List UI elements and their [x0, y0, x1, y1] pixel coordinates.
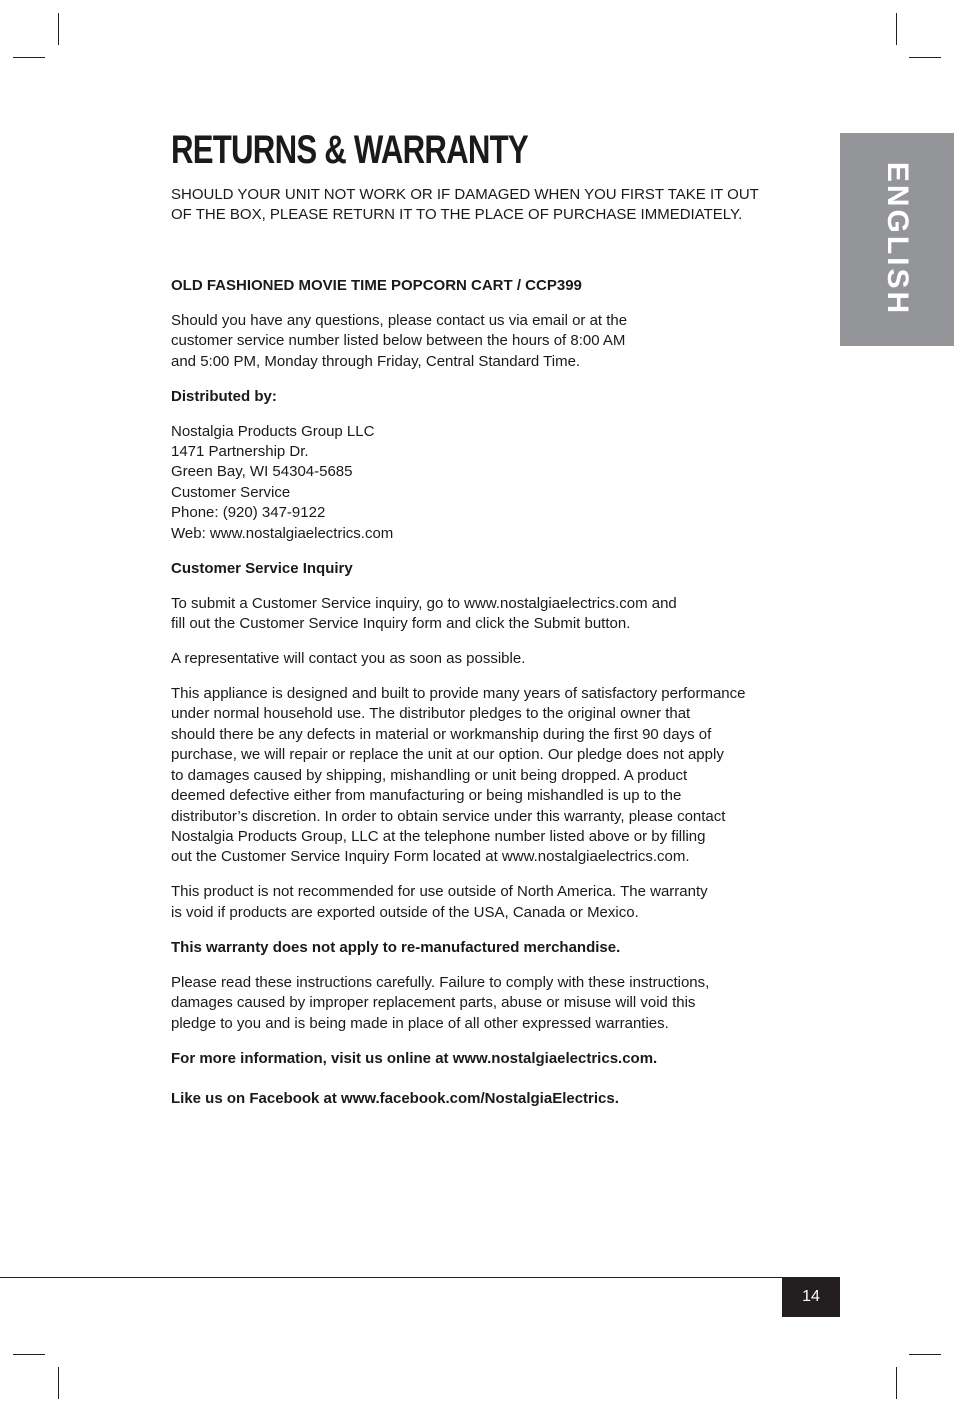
- inquiry-heading: Customer Service Inquiry: [171, 559, 353, 577]
- text-line: OF THE BOX, PLEASE RETURN IT TO THE PLACE OF PURCHASE IMMEDIATELY.: [171, 206, 743, 224]
- export-paragraph: [171, 882, 786, 923]
- text-line: Nostalgia Products Group, LLC at the telephone number listed above or by filling: [171, 827, 706, 845]
- page-title: RETURNS & WARRANTY: [171, 128, 528, 172]
- crop-mark: [909, 57, 941, 58]
- address-line: Nostalgia Products Group LLC: [171, 422, 375, 440]
- page-number: 14: [782, 1277, 840, 1317]
- crop-mark: [58, 1367, 59, 1399]
- text-line: Please read these instructions carefully. Failure to comply with these instructions,: [171, 973, 710, 991]
- pledge-paragraph: [171, 684, 786, 868]
- crop-mark: [13, 1354, 45, 1355]
- text-line: out the Customer Service Inquiry Form located at www.nostalgiaelectrics.com.: [171, 848, 690, 866]
- questions-paragraph: [171, 311, 786, 372]
- crop-mark: [909, 1354, 941, 1355]
- address-line: Green Bay, WI 54304-5685: [171, 463, 353, 481]
- text-line: distributor’s discretion. In order to obtain service under this warranty, please contact: [171, 807, 726, 825]
- distributed-heading: Distributed by:: [171, 387, 277, 405]
- warranty-body: [171, 185, 786, 1124]
- text-line: should there be any defects in material or workmanship during the first 90 days of: [171, 725, 712, 743]
- crop-mark: [896, 13, 897, 45]
- representative-paragraph: A representative will contact you as soon as possible.: [171, 650, 526, 668]
- footer-rule: [0, 1277, 840, 1278]
- web-line: Web: www.nostalgiaelectrics.com: [171, 524, 394, 542]
- text-line: under normal household use. The distributor pledges to the original owner that: [171, 705, 691, 723]
- text-line: This product is not recommended for use outside of North America. The warranty: [171, 883, 708, 901]
- text-line: is void if products are exported outside of the USA, Canada or Mexico.: [171, 903, 639, 921]
- instructions-paragraph: [171, 973, 786, 1034]
- text-line: fill out the Customer Service Inquiry form and click the Submit button.: [171, 615, 631, 633]
- text-line: purchase, we will repair or replace the unit at our option. Our pledge does not apply: [171, 746, 724, 764]
- facebook-note: Like us on Facebook at www.facebook.com/NostalgiaElectrics.: [171, 1089, 619, 1107]
- address-line: 1471 Partnership Dr.: [171, 443, 309, 461]
- crop-mark: [13, 57, 45, 58]
- more-info-note: For more information, visit us online at www.nostalgiaelectrics.com.: [171, 1049, 658, 1067]
- text-line: SHOULD YOUR UNIT NOT WORK OR IF DAMAGED WHEN YOU FIRST TAKE IT OUT: [171, 186, 759, 203]
- remanufactured-note: This warranty does not apply to re-manufactured merchandise.: [171, 938, 621, 956]
- text-line: To submit a Customer Service inquiry, go to www.nostalgiaelectrics.com and: [171, 594, 677, 612]
- text-line: Should you have any questions, please contact us via email or at the: [171, 311, 628, 329]
- text-line: pledge to you and is being made in place of all other expressed warranties.: [171, 1014, 669, 1032]
- text-line: deemed defective either from manufacturing or being mishandled is up to the: [171, 787, 682, 805]
- distributor-address: [171, 422, 786, 544]
- crop-mark: [58, 13, 59, 45]
- text-line: to damages caused by shipping, mishandling or unit being dropped. A product: [171, 766, 688, 784]
- address-line: Customer Service: [171, 483, 291, 501]
- text-line: customer service number listed below between the hours of 8:00 AM: [171, 332, 626, 350]
- text-line: damages caused by improper replacement parts, abuse or misuse will void this: [171, 994, 696, 1012]
- language-tab-label: ENGLISH: [881, 161, 914, 317]
- crop-mark: [896, 1367, 897, 1399]
- intro-notice: [171, 185, 786, 226]
- inquiry-paragraph: [171, 594, 786, 635]
- text-line: and 5:00 PM, Monday through Friday, Central Standard Time.: [171, 352, 581, 370]
- product-heading: OLD FASHIONED MOVIE TIME POPCORN CART / CCP399: [171, 276, 582, 294]
- text-line: This appliance is designed and built to provide many years of satisfactory performance: [171, 685, 746, 703]
- language-tab: [840, 133, 954, 346]
- phone-line: Phone: (920) 347-9122: [171, 504, 326, 522]
